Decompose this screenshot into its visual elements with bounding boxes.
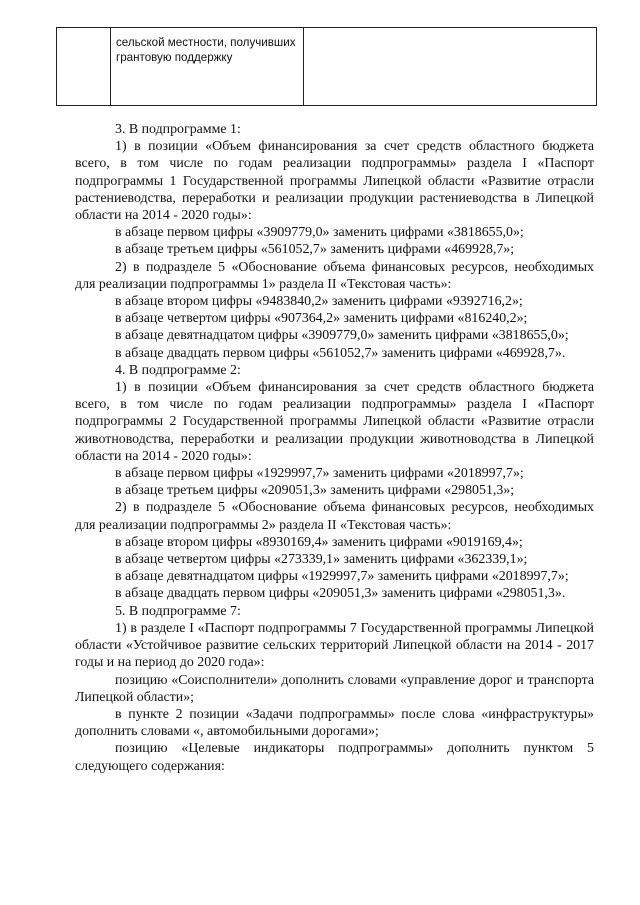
paragraph: 1) в разделе I «Паспорт подпрограммы 7 Государственной программы Липецкой области «Устойчивое развитие сельских территорий Липецкой области на 2014 - 2017 годы и на период до 2020 года»: (75, 620, 594, 671)
paragraph: 2) в подразделе 5 «Обоснование объема финансовых ресурсов, необходимых для реализации подпрограммы 2» раздела II «Текстовая часть»: (75, 500, 594, 533)
paragraph: 4. В подпрограмме 2: (115, 362, 241, 378)
table-cell-number (57, 28, 111, 106)
paragraph: в абзаце первом цифры «1929997,7» заменить цифрами «2018997,7»; (115, 466, 524, 482)
paragraph: в абзаце четвертом цифры «273339,1» заменить цифрами «362339,1»; (115, 552, 528, 568)
paragraph: в абзаце двадцать первом цифры «561052,7» заменить цифрами «469928,7». (115, 345, 566, 361)
paragraph: в абзаце двадцать первом цифры «209051,3» заменить цифрами «298051,3». (115, 586, 566, 602)
paragraph: в абзаце третьем цифры «561052,7» заменить цифрами «469928,7»; (115, 242, 515, 258)
table-cell-values (304, 28, 597, 106)
paragraph: 5. В подпрограмме 7: (115, 603, 241, 619)
table-cell-indicator (111, 28, 304, 106)
paragraph: позицию «Соисполнители» дополнить словами «управление дорог и транспорта Липецкой области»; (75, 672, 594, 705)
paragraph: позицию «Целевые индикаторы подпрограммы» дополнить пунктом 5 следующего содержания: (75, 741, 594, 774)
paragraph: 2) в подразделе 5 «Обоснование объема финансовых ресурсов, необходимых для реализации подпрограммы 1» раздела II «Текстовая часть»: (75, 259, 594, 292)
continuation-table (56, 27, 597, 106)
paragraph: 3. В подпрограмме 1: (115, 122, 241, 137)
paragraph: 1) в позиции «Объем финансирования за счет средств областного бюджета всего, в том числе по годам реализации подпрограммы» раздела I «Паспорт подпрограммы 1 Государственной программы Липецкой области «Развитие отрасли растениеводства, переработки и реализации продукции растениеводства в Липецкой области на 2014 - 2020 годы»: (75, 139, 594, 224)
paragraph: в абзаце девятнадцатом цифры «3909779,0» заменить цифрами «3818655,0»; (115, 328, 569, 344)
paragraph: в пункте 2 позиции «Задачи подпрограммы» после слова «инфраструктуры» дополнить словами «, автомобильными дорогами»; (75, 706, 594, 740)
paragraph: в абзаце втором цифры «9483840,2» заменить цифрами «9392716,2»; (115, 294, 523, 310)
paragraph: 1) в позиции «Объем финансирования за счет средств областного бюджета всего, в том числе по годам реализации подпрограммы» раздела I «Паспорт подпрограммы 2 Государственной программы Липецкой области «Развитие отрасли животноводства, переработки и реализации продукции животноводства в Липецкой области на 2014 - 2020 годы»: (75, 380, 594, 464)
table-cell-text: сельской местности, получивших грантовую поддержку (116, 36, 296, 65)
paragraph: в абзаце четвертом цифры «907364,2» заменить цифрами «816240,2»; (115, 311, 528, 327)
document-body (75, 121, 594, 775)
paragraph: в абзаце девятнадцатом цифры «1929997,7» заменить цифрами «2018997,7»; (115, 569, 569, 585)
paragraph: в абзаце третьем цифры «209051,3» заменить цифрами «298051,3»; (115, 483, 515, 499)
paragraph: в абзаце первом цифры «3909779,0» заменить цифрами «3818655,0»; (115, 225, 524, 241)
paragraph: в абзаце втором цифры «8930169,4» заменить цифрами «9019169,4»; (115, 534, 523, 550)
table-row (57, 28, 597, 106)
